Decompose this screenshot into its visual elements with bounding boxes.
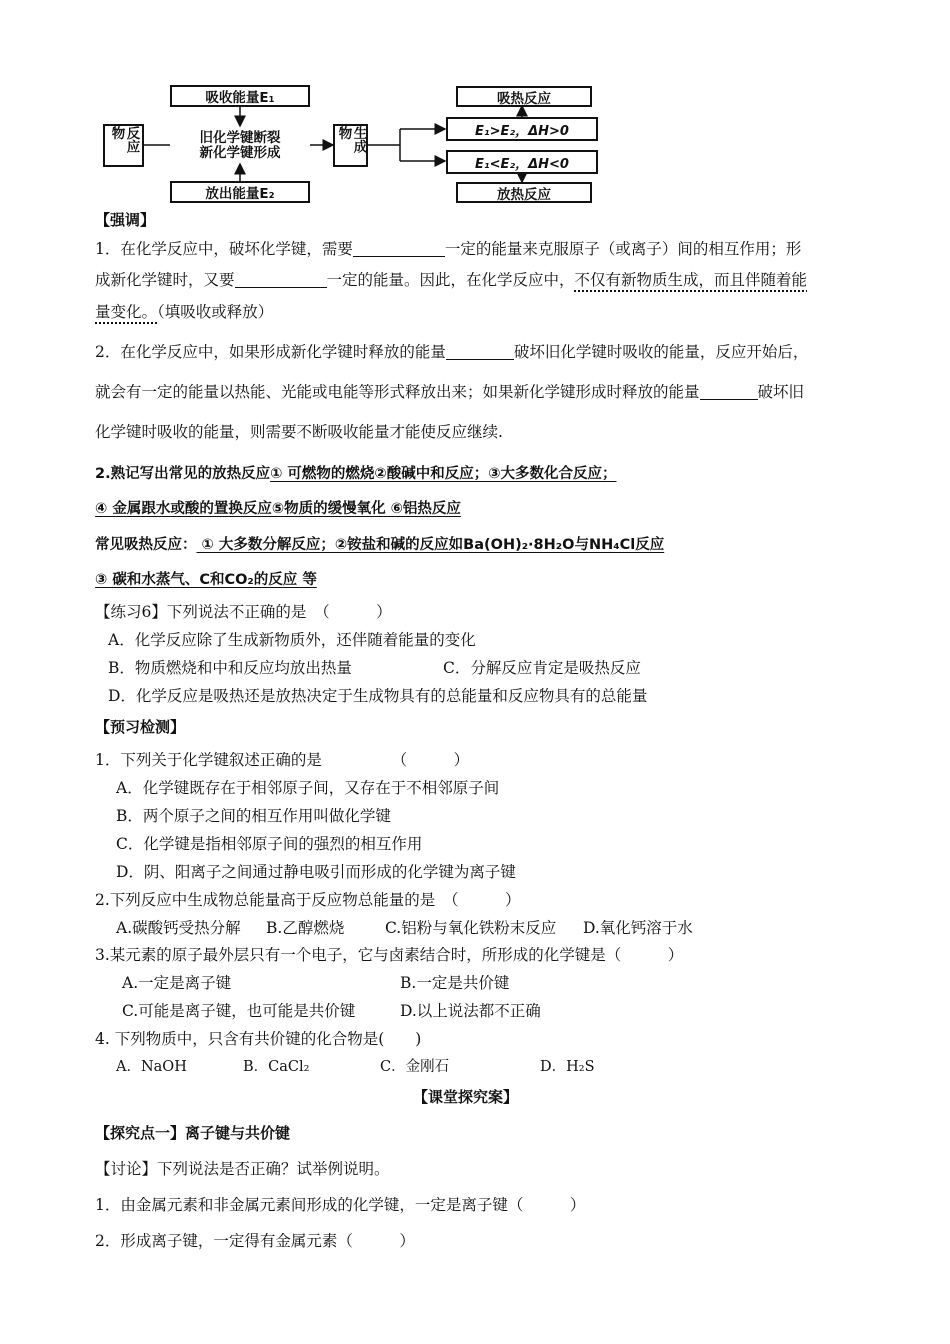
emphasis-p2-line2 <box>95 380 804 402</box>
p2-text-d: 破坏旧 <box>757 383 805 401</box>
preview-q4-option-d[interactable]: D．H₂S <box>540 1059 595 1075</box>
blank-absorb[interactable] <box>353 241 445 258</box>
preview-q2: 2.下列反应中生成物总能量高于反应物总能量的是 （ ） <box>95 891 521 909</box>
preview-q2-option-c[interactable]: C.铝粉与氧化铁粉末反应 <box>385 919 557 937</box>
preview-q3-option-b[interactable]: B.一定是共价键 <box>400 974 510 992</box>
exercise6-option-d[interactable]: D．化学反应是吸热还是放热决定于生成物具有的总能量和反应物具有的总能量 <box>108 687 648 705</box>
p2-text-a: 2．在化学反应中，如果形成新化学键时释放的能量 <box>95 343 446 361</box>
preview-q4-option-c[interactable]: C．金刚石 <box>380 1059 450 1075</box>
emphasis-p1-line3 <box>95 300 273 322</box>
exercise6-option-c[interactable]: C．分解反应肯定是吸热反应 <box>443 659 641 677</box>
exercise6-title: 【练习6】下列说法不正确的是 （ ） <box>95 603 392 621</box>
p1-text-a: 1．在化学反应中，破坏化学键，需要 <box>95 240 353 258</box>
explore-d2: 2．形成离子键，一定得有金属元素（ ） <box>95 1232 415 1250</box>
emphasis-p1-line1 <box>95 237 801 259</box>
exercise6-option-b[interactable]: B．物质燃烧和中和反应均放出热量 <box>108 659 352 677</box>
bond-form-label: 新化学键形成 <box>199 145 281 161</box>
endothermic-condition: E₁>E₂，ΔH>0 <box>475 123 569 139</box>
product-box <box>333 124 368 167</box>
p1-text-b: 一定的能量来克服原子（或离子）间的相互作用；形 <box>444 240 802 258</box>
absorb-energy-label: 吸收能量E₁ <box>205 90 275 106</box>
exercise6-option-a[interactable]: A．化学反应除了生成新物质外，还伴随着能量的变化 <box>108 631 476 649</box>
endo-list-1: ① 大多数分解反应；②铵盐和碱的反应如Ba(OH)₂·8H₂O与NH₄Cl反应 <box>196 537 665 553</box>
exo-label: 2.熟记写出常见的放热反应 <box>95 466 271 482</box>
bond-change-box <box>170 128 310 164</box>
p1-text-d: 一定的能量。因此，在化学反应中， <box>326 271 575 289</box>
blank-less[interactable] <box>700 384 758 401</box>
preview-q1-option-b[interactable]: B．两个原子之间的相互作用叫做化学键 <box>116 807 391 825</box>
exothermic-label: 放热反应 <box>497 186 551 203</box>
endothermic-box <box>456 86 592 107</box>
endothermic-label: 吸热反应 <box>497 90 551 107</box>
explore-heading: 【课堂探究案】 <box>413 1088 519 1106</box>
endo-label: 常见吸热反应： <box>95 537 197 553</box>
emphasis-heading: 【强调】 <box>95 211 156 229</box>
p1-text-f: 量变化。 <box>95 303 158 321</box>
p1-text-e: 不仅有新物质生成，而且伴随着能 <box>574 271 808 289</box>
endo-list-2: ③ 碳和水蒸气、C和CO₂的反应 等 <box>95 572 317 588</box>
emphasis-p2-line3: 化学键时吸收的能量，则需要不断吸收能量才能使反应继续. <box>95 423 503 441</box>
p2-text-c: 就会有一定的能量以热能、光能或电能等形式释放出来；如果新化学键形成时释放的能量 <box>95 383 700 401</box>
preview-q3-option-c[interactable]: C.可能是离子键，也可能是共价键 <box>122 1002 356 1020</box>
exo-list-2: ④ 金属跟水或酸的置换反应⑤物质的缓慢氧化 ⑥铝热反应 <box>95 501 461 517</box>
p2-text-b: 破坏旧化学键时吸收的能量，反应开始后， <box>513 343 809 361</box>
exo-list-1: ① 可燃物的燃烧②酸碱中和反应；③大多数化合反应； <box>270 466 617 482</box>
preview-heading: 【预习检测】 <box>95 718 186 736</box>
preview-q4-option-b[interactable]: B．CaCl₂ <box>243 1059 310 1075</box>
bond-break-label: 旧化学键断裂 <box>199 130 281 146</box>
exothermic-condition: E₁<E₂，ΔH<0 <box>475 156 569 172</box>
preview-q4: 4. 下列物质中，只含有共价键的化合物是( ) <box>95 1030 422 1048</box>
preview-q3-option-a[interactable]: A.一定是离子键 <box>122 974 232 992</box>
endo-reactions-line1 <box>95 533 664 554</box>
exo-reactions-line1 <box>95 462 665 483</box>
p1-text-g: （填吸收或释放） <box>157 303 274 321</box>
release-energy-label: 放出能量E₂ <box>205 186 275 202</box>
preview-q3-option-d[interactable]: D.以上说法都不正确 <box>400 1002 541 1020</box>
exothermic-box <box>456 182 592 203</box>
reactant-box <box>103 124 144 167</box>
release-energy-box <box>170 181 310 203</box>
reactant-label: 反应物 <box>108 126 140 153</box>
p1-text-c: 成新化学键时，又要 <box>95 271 235 289</box>
preview-q2-option-d[interactable]: D.氧化钙溶于水 <box>583 919 693 937</box>
absorb-energy-box <box>170 85 310 107</box>
endothermic-condition-box <box>446 117 598 141</box>
blank-greater[interactable] <box>446 344 514 361</box>
exothermic-condition-box <box>446 150 598 174</box>
product-label: 生成物 <box>335 126 367 153</box>
preview-q2-option-a[interactable]: A.碳酸钙受热分解 <box>116 919 241 937</box>
preview-q4-option-a[interactable]: A．NaOH <box>116 1059 187 1075</box>
preview-q2-option-b[interactable]: B.乙醇燃烧 <box>266 919 345 937</box>
blank-release[interactable] <box>235 272 327 289</box>
explore-point1: 【探究点一】离子键与共价键 <box>95 1124 291 1142</box>
preview-q3: 3.某元素的原子最外层只有一个电子，它与卤素结合时，所形成的化学键是（ ） <box>95 946 684 964</box>
emphasis-p2-line1 <box>95 340 808 362</box>
explore-d1: 1．由金属元素和非金属元素间形成的化学键，一定是离子键（ ） <box>95 1196 586 1214</box>
preview-q1: 1．下列关于化学键叙述正确的是 （ ） <box>95 751 470 769</box>
preview-q1-option-c[interactable]: C．化学键是指相邻原子间的强烈的相互作用 <box>116 835 423 853</box>
emphasis-p1-line2 <box>95 268 807 290</box>
explore-discuss: 【讨论】下列说法是否正确？试举例说明。 <box>95 1160 390 1178</box>
preview-q1-option-a[interactable]: A．化学键既存在于相邻原子间，又存在于不相邻原子间 <box>116 779 500 797</box>
preview-q1-option-d[interactable]: D．阴、阳离子之间通过静电吸引而形成的化学键为离子键 <box>116 863 516 881</box>
